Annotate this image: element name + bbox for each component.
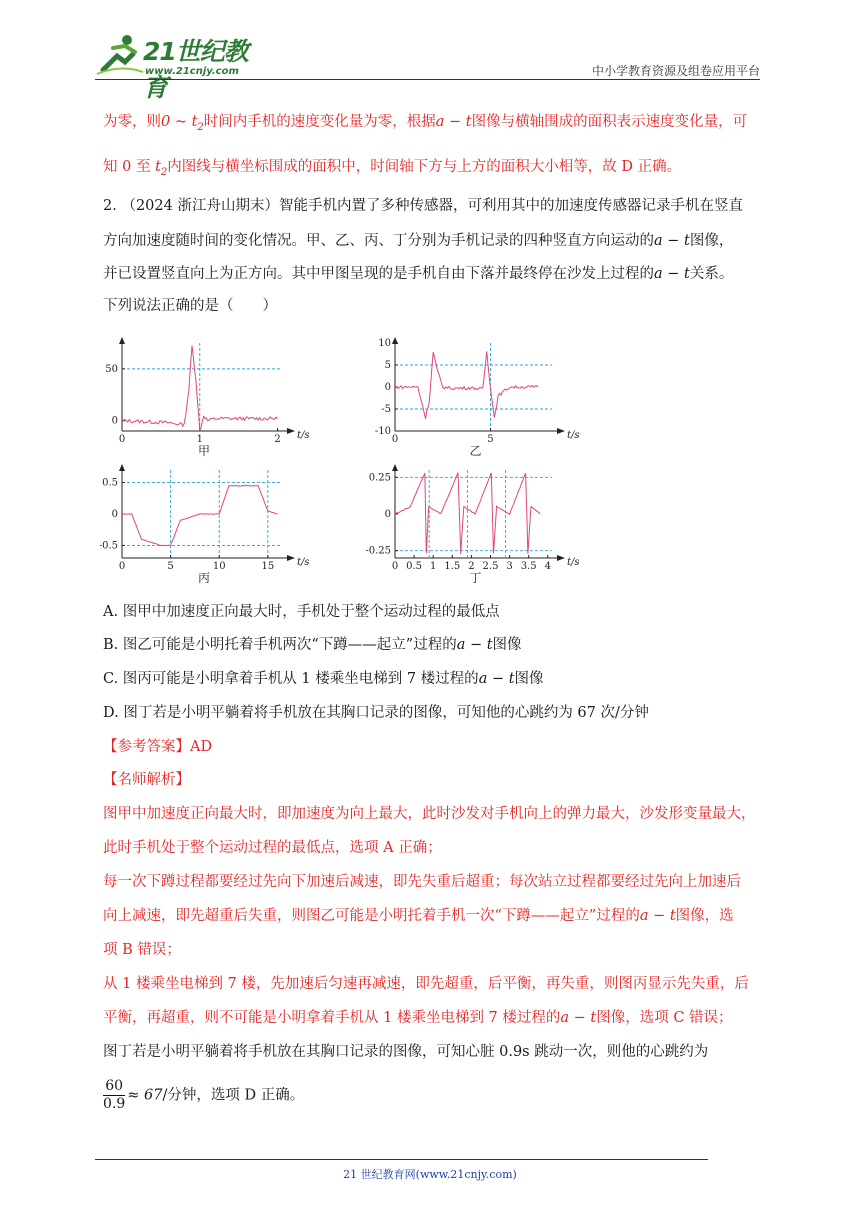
yi-y-tick-label: 0 [384,382,391,393]
question-line-1: 2. （2024 浙江舟山期末）智能手机内置了多种传感器，可利用其中的加速度传感器记录手机在竖直 [103,198,743,214]
jia-y-tick-label: 50 [105,363,118,375]
prev-analysis-line-2: 知 0 至 $t_2$内图线与横坐标围成的面积中，时间轴下方与上方的面积大小相等，故 D 正确。 [103,159,682,178]
bing-y-tick-label: 0 [111,509,118,520]
bing-series-line [122,486,278,546]
logo [95,32,265,102]
jia-x-tick-label: 0 [118,434,126,445]
analysis-line-2: 此时手机处于整个运动过程的最低点，选项 A 正确； [103,840,442,856]
yi-panel-name: 乙 [469,444,482,458]
yi-x-tick-label: 5 [487,434,494,445]
jia-y-tick-label: 0 [111,415,118,427]
question-line-3: 并已设置竖直向上为正方向。其中甲图呈现的是手机自由下落并最终停在沙发上过程的a − t关系。 [103,266,734,282]
ding-x-tick-label: 2.5 [482,561,499,572]
option-d: D. 图丁若是小明平躺着将手机放在其胸口记录的图像，可知他的心跳约为 67 次/分钟 [103,705,649,721]
analysis-line-4: 向上减速，即先超重后失重，则图乙可能是小明托着手机一次“下蹲——起立”过程的a − t图像，选 [103,908,734,924]
fraction: $\frac{60}{0.9}$ [103,1078,126,1112]
ding-y-tick-label: -0.25 [365,545,391,557]
yi-y-tick-label: -10 [374,426,391,437]
logo-url-text: www.21cnjy.com [145,66,239,77]
analysis-line-7: 平衡，再超重，则不可能是小明拿着手机从 1 楼乘坐电梯到 7 楼过程的a − t图像，选项 C 错误； [103,1010,733,1026]
bing-x-tick-label: 0 [118,561,126,572]
footer-text: 21 世纪教育网(www.21cnjy.com) [343,1168,517,1181]
jia-x-arrow-icon [287,428,295,434]
ding-x-label: t/s [567,557,580,568]
ding-x-tick-label: 3 [506,561,513,572]
yi-x-arrow-icon [557,428,565,434]
runner-logo-icon [95,32,145,76]
ding-x-arrow-icon [557,555,565,561]
question-line-4: 下列说法正确的是（ ） [103,298,277,314]
bing-x-tick-label: 5 [167,561,174,572]
option-b: B. 图乙可能是小明托着手机两次“下蹲——起立”过程的a − t图像 [103,637,522,653]
jia-x-tick-label: 1 [196,434,203,445]
analysis-line-8: 图丁若是小明平躺着将手机放在其胸口记录的图像，可知心脏 0.9s 跳动一次，则他的心跳约为 [103,1044,709,1060]
jia-x-tick-label: 2 [274,434,281,445]
ding-x-tick-label: 0 [391,561,399,572]
analysis-line-1: 图甲中加速度正向最大时，即加速度为向上最大，此时沙发对手机向上的弹力最大，沙发形变量最大， [103,806,756,822]
option-a: A. 图甲中加速度正向最大时，手机处于整个运动过程的最低点 [103,604,500,620]
bing-y-tick-label: -0.5 [100,540,118,552]
analysis-line-3: 每一次下蹲过程都要经过先向下加速后减速，即先失重后超重；每次站立过程都要经过先向上加速后 [103,874,741,890]
prev-analysis-line-1: 为零，则0 ~ $t_2$时间内手机的速度变化量为零，根据a − t图像与横轴围成的面积表示速度变化量，可 [103,114,748,133]
yi-y-tick-label: -5 [381,404,391,415]
bing-x-arrow-icon [287,555,295,561]
bing-panel-name: 丙 [197,571,211,585]
yi-y-tick-label: 5 [384,360,391,371]
bing-x-tick-label: 15 [261,561,275,572]
jia-y-arrow-icon [119,337,125,344]
charts-panel [100,325,580,587]
header-divider [95,79,760,80]
yi-x-tick-label: 0 [391,434,399,445]
platform-title: 中小学教育资源及组卷应用平台 [591,64,760,78]
ding-x-tick-label: 1 [430,561,437,572]
logo-main-text: 21世纪教育 [143,37,248,102]
analysis-line-9: $\frac{60}{0.9}$ ≈ 67/分钟，选项 D 正确。 [103,1078,305,1112]
ding-y-arrow-icon [392,464,398,471]
yi-y-tick-label: 10 [378,338,391,349]
question-line-2: 方向加速度随时间的变化情况。甲、乙、丙、丁分别为手机记录的四种竖直方向运动的a − t图像， [103,233,734,249]
ding-x-tick-label: 1.5 [444,561,461,572]
bing-x-label: t/s [297,557,310,568]
ding-x-tick-label: 4 [544,561,551,572]
footer-divider [95,1159,708,1160]
jia-panel-name: 甲 [197,444,211,458]
option-c: C. 图丙可能是小明拿着手机从 1 楼乘坐电梯到 7 楼过程的a − t图像 [103,671,544,687]
acceleration-charts-figure [100,325,580,587]
answer-label: 【参考答案】AD [103,739,213,755]
bing-x-tick-label: 10 [212,561,226,572]
jia-x-label: t/s [297,430,310,441]
ding-x-tick-label: 0.5 [406,561,423,572]
ding-y-tick-label: 0.25 [368,472,391,484]
analysis-line-6: 从 1 楼乘坐电梯到 7 楼，先加速后匀速再减速，即先超重，后平衡，再失重，则图丙显示先失重，后 [103,976,749,992]
ding-x-tick-label: 2 [468,561,475,572]
bing-y-tick-label: 0.5 [102,477,118,489]
ding-panel-name: 丁 [469,571,482,585]
page-header [95,28,760,102]
bing-y-arrow-icon [119,464,125,471]
analysis-line-5: 项 B 错误； [103,942,181,958]
ding-y-tick-label: 0 [384,509,391,520]
yi-x-label: t/s [567,430,580,441]
ding-x-tick-label: 3.5 [520,561,537,572]
analysis-label: 【名师解析】 [103,772,190,788]
